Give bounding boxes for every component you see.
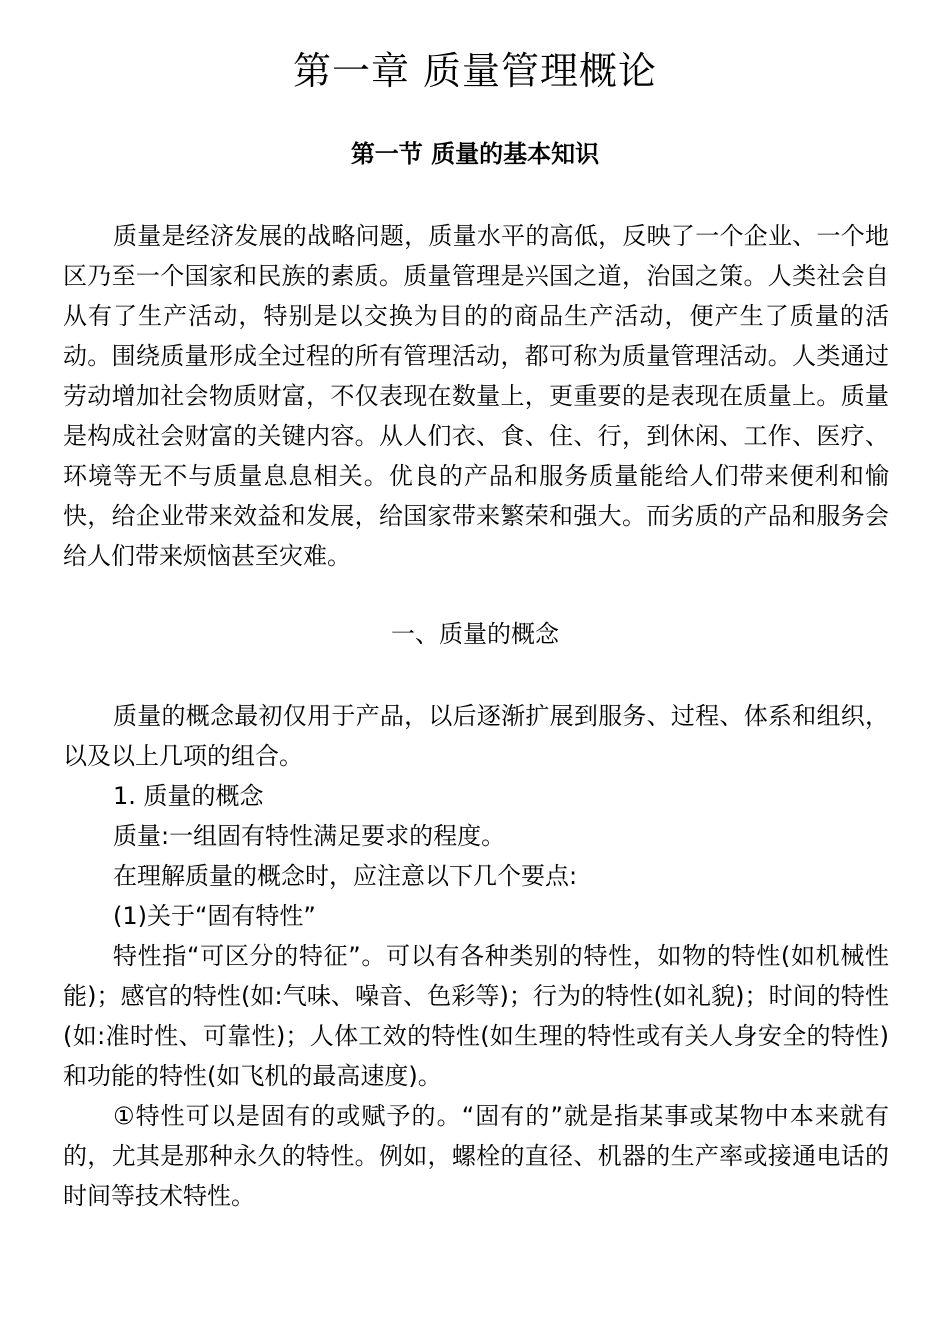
inherent-characteristics-paragraph: ①特性可以是固有的或赋予的。“固有的”就是指某事或某物中本来就有的，尤其是那种永久的特性。例如，螺栓的直径、机器的生产率或接通电话的时间等技术特性。 xyxy=(63,1102,889,1210)
point-1-heading: (1)关于“固有特性” xyxy=(113,902,316,930)
item-heading: 1. 质量的概念 xyxy=(113,782,264,810)
quality-definition: 质量:一组固有特性满足要求的程度。 xyxy=(113,822,506,850)
intro-paragraph: 质量是经济发展的战略问题，质量水平的高低，反映了一个企业、一个地区乃至一个国家和民族的素质。质量管理是兴国之道，治国之策。人类社会自从有了生产活动，特别是以交换为目的的商品生产活动，便产生了质量的活动。围绕质量形成全过程的所有管理活动，都可称为质量管理活动。人类通过劳动增加社会物质财富，不仅表现在数量上，更重要的是表现在质量上。质量是构成社会财富的关键内容。从人们衣、食、住、行，到休闲、工作、医疗、环境等无不与质量息息相关。优良的产品和服务质量能给人们带来便利和愉快，给企业带来效益和发展，给国家带来繁荣和强大。而劣质的产品和服务会给人们带来烦恼甚至灾难。 xyxy=(63,222,889,570)
concept-intro-paragraph: 质量的概念最初仅用于产品，以后逐渐扩展到服务、过程、体系和组织，以及以上几项的组合。 xyxy=(63,702,889,770)
characteristics-paragraph: 特性指“可区分的特征”。可以有各种类别的特性，如物的特性(如机械性能)；感官的特性(如:气味、噪音、色彩等)；行为的特性(如礼貌)；时间的特性(如:准时性、可靠性)；人体工效的特性(如生理的特性或有关人身安全的特性)和功能的特性(如飞机的最高速度)。 xyxy=(63,942,889,1090)
concept-details xyxy=(63,776,889,1216)
points-intro: 在理解质量的概念时，应注意以下几个要点: xyxy=(113,862,578,890)
subsection-title: 一、质量的概念 xyxy=(391,620,559,648)
chapter-title: 第一章 质量管理概论 xyxy=(292,49,658,93)
section-title: 第一节 质量的基本知识 xyxy=(350,139,600,168)
